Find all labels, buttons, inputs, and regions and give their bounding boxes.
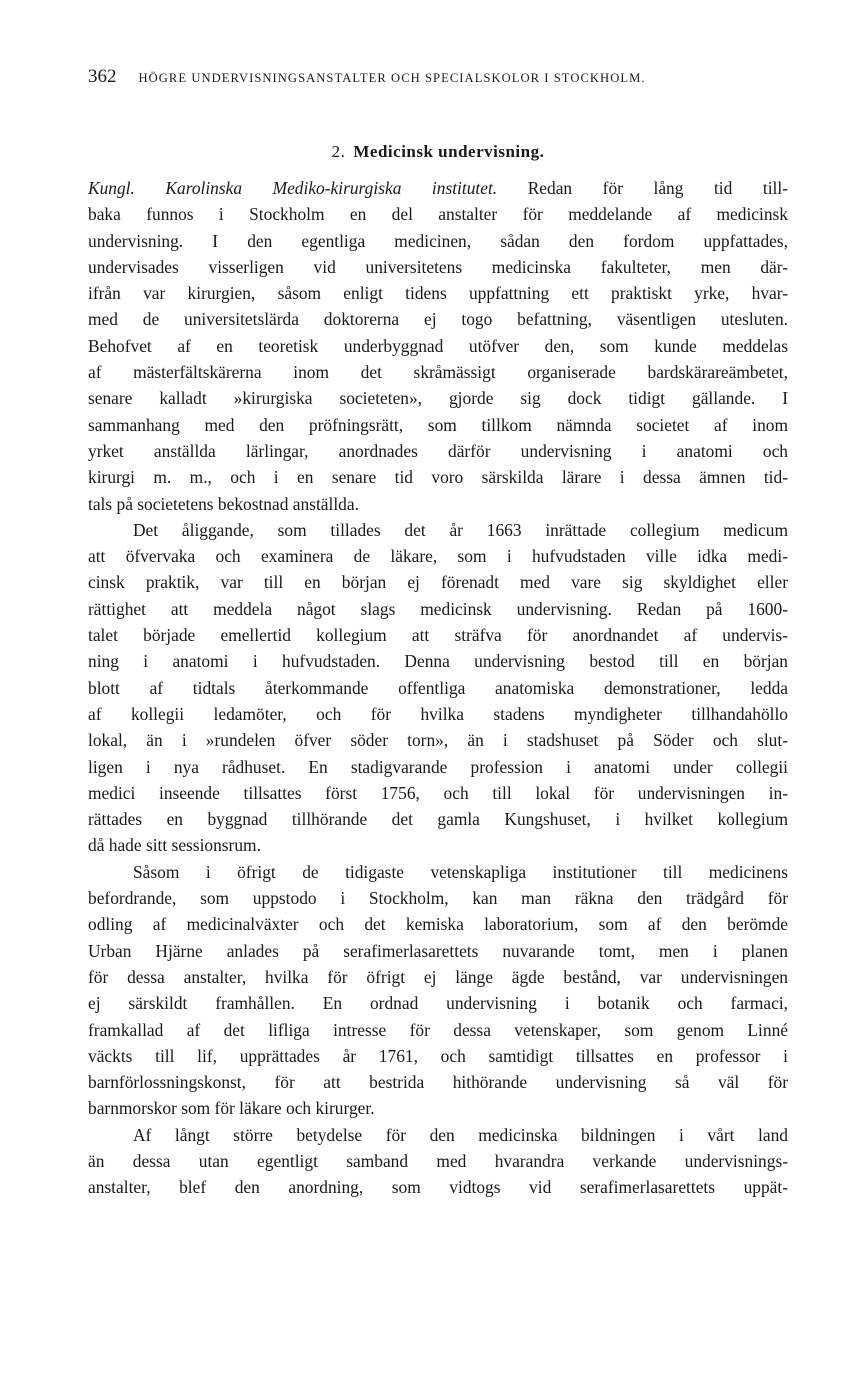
institution-name: Kungl. Karolinska Mediko-kirurgiska institutet. xyxy=(88,178,498,198)
text-line: yrket anställda lärlingar, anordnades därför undervisning i anatomi och xyxy=(88,440,788,461)
text-line: med de universitetslärda doktorerna ej togo befattning, väsentligen utesluten. xyxy=(88,309,788,330)
text-line: då hade sitt sessionsrum. xyxy=(88,835,261,856)
running-head xyxy=(88,66,788,96)
text-line: än dessa utan egentligt samband med hvarandra verkande undervisnings- xyxy=(88,1150,788,1171)
text-line: Behofvet af en teoretisk underbyggnad utöfver den, som kunde meddelas xyxy=(88,335,788,356)
text-line: ligen i nya rådhuset. En stadigvarande profession i anatomi under collegii xyxy=(88,756,788,777)
text-line: att öfvervaka och examinera de läkare, som i hufvudstaden ville idka medi- xyxy=(88,546,788,567)
section-title: Medicinsk undervisning. xyxy=(353,142,545,161)
text-line: blott af tidtals återkommande offentliga anatomiska demonstrationer, ledda xyxy=(88,677,788,698)
section-number: 2. xyxy=(331,142,346,161)
text-line: framkallad af det lifliga intresse för dessa vetenskaper, som genom Linné xyxy=(88,1019,788,1040)
text-line: väckts till lif, upprättades år 1761, och samtidigt tillsattes en professor i xyxy=(88,1045,788,1066)
text-line: rättighet att meddela något slags medicinsk undervisning. Redan på 1600- xyxy=(88,598,788,619)
text-line: af kollegii ledamöter, och för hvilka stadens myndigheter tillhandahöllo xyxy=(88,703,788,724)
body-text xyxy=(88,175,788,1201)
text-line: ifrån var kirurgien, såsom enligt tidens uppfattning ett praktiskt yrke, hvar- xyxy=(88,283,788,304)
text-line: ej särskildt framhållen. En ordnad undervisning i botanik och farmaci, xyxy=(88,993,788,1014)
text-line: kirurgi m. m., och i en senare tid voro särskilda lärare i dessa ämnen tid- xyxy=(88,467,788,488)
text-line: barnförlossningskonst, för att bestrida hithörande undervisning så väl för xyxy=(88,1072,788,1093)
text-line: odling af medicinalväxter och det kemiska laboratorium, som af den berömde xyxy=(88,914,788,935)
text-line: befordrande, som uppstodo i Stockholm, kan man räkna den trädgård för xyxy=(88,888,788,909)
text-line: barnmorskor som för läkare och kirurger. xyxy=(88,1098,375,1119)
text-line: tals på societetens bekostnad anställda. xyxy=(88,493,359,514)
text-line: Urban Hjärne anlades på serafimerlasarettets nuvarande tomt, men i planen xyxy=(88,940,788,961)
text-line: cinsk praktik, var till en början ej förenadt med vare sig skyldighet eller xyxy=(88,572,788,593)
text-line: rättades en byggnad tillhörande det gamla Kungshuset, i hvilket kollegium xyxy=(88,809,788,830)
text-line: sammanhang med den pröfningsrätt, som tillkom nämnda societet af inom xyxy=(88,414,788,435)
text-line: af mästerfältskärerna inom det skråmässigt organiserade bardskärareämbetet, xyxy=(88,362,788,383)
text-line: Af långt större betydelse för den medicinska bildningen i vårt land xyxy=(133,1124,788,1145)
running-head-title: HÖGRE UNDERVISNINGSANSTALTER OCH SPECIALSKOLOR I STOCKHOLM. xyxy=(138,71,646,85)
text-line: senare kalladt »kirurgiska societeten», gjorde sig dock tidigt gällande. I xyxy=(88,388,788,409)
text-line xyxy=(88,175,788,201)
text-line: Det åliggande, som tillades det år 1663 inrättade collegium medicum xyxy=(133,519,788,540)
text-line: lokal, än i »rundelen öfver söder torn», än i stadshuset på Söder och slut- xyxy=(88,730,788,751)
section-heading xyxy=(88,142,788,166)
text-line: undervisning. I den egentliga medicinen, sådan den fordom uppfattades, xyxy=(88,230,788,251)
text-line: talet började emellertid kollegium att sträfva för anordnandet af undervis- xyxy=(88,625,788,646)
text-line: ning i anatomi i hufvudstaden. Denna undervisning bestod till en början xyxy=(88,651,788,672)
text-line: för dessa anstalter, hvilka för öfrigt ej länge ägde bestånd, var undervisningen xyxy=(88,966,788,987)
page xyxy=(88,66,788,1201)
text-line: baka funnos i Stockholm en del anstalter för meddelande af medicinsk xyxy=(88,204,788,225)
text-line: anstalter, blef den anordning, som vidtogs vid serafimerlasarettets uppät- xyxy=(88,1177,788,1198)
text-line: undervisades visserligen vid universitetens medicinska fakulteter, men där- xyxy=(88,256,788,277)
page-number: 362 xyxy=(88,66,117,87)
text-line: Såsom i öfrigt de tidigaste vetenskapliga institutioner till medicinens xyxy=(133,861,788,882)
text-line: medici inseende tillsattes först 1756, och till lokal för undervisningen in- xyxy=(88,782,788,803)
text-line-content: Redan för lång tid till- xyxy=(527,178,788,198)
